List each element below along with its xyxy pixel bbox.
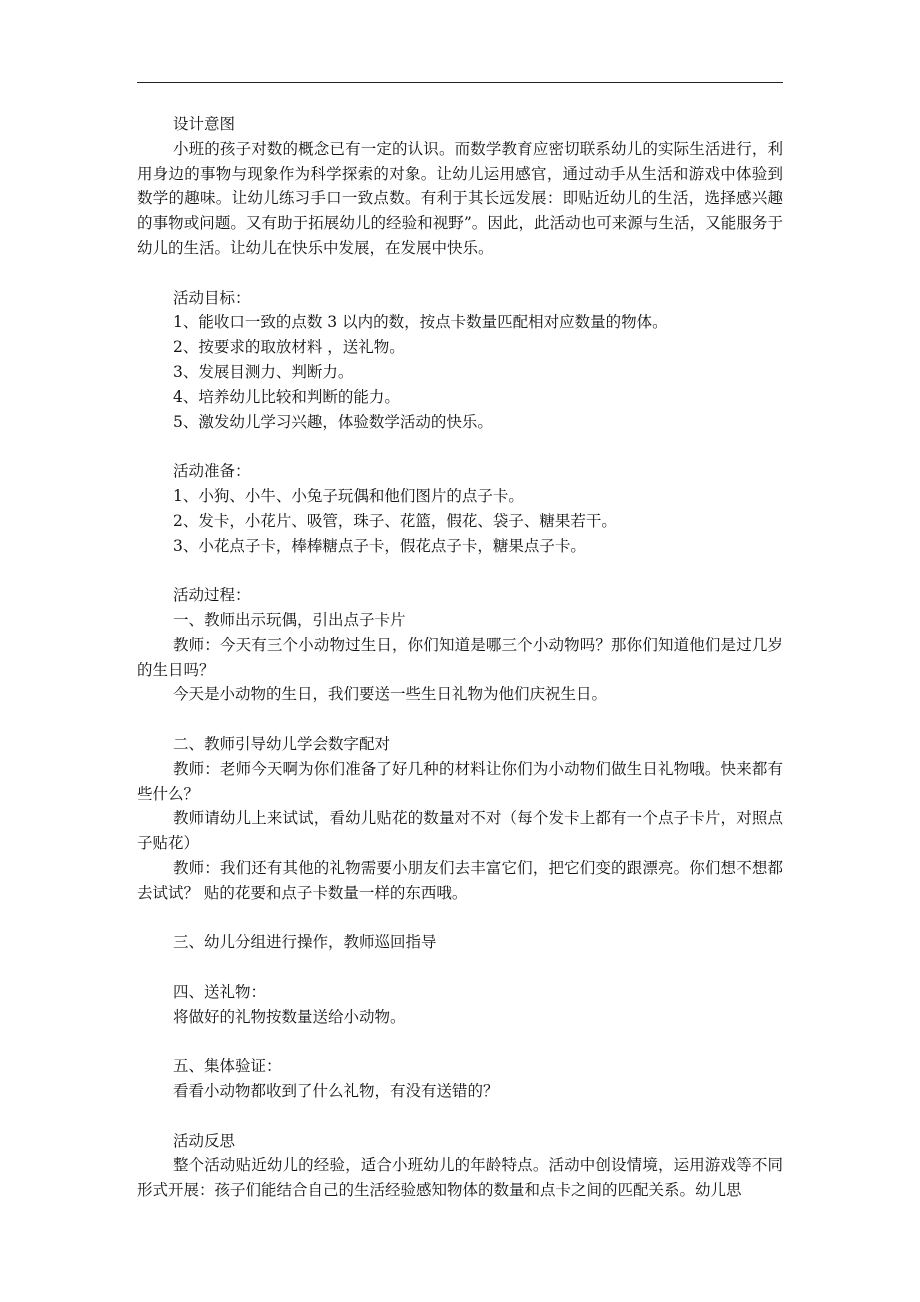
design-intent-heading: 设计意图 — [173, 115, 236, 133]
preparation-item: 3、小花点子卡，棒棒糖点子卡，假花点子卡，糖果点子卡。 — [173, 536, 586, 555]
goal-item: 5、激发幼儿学习兴趣，体验数学活动的快乐。 — [173, 412, 493, 431]
step-3-title: 三、幼儿分组进行操作，教师巡回指导 — [173, 933, 437, 952]
preparation-section — [137, 459, 783, 558]
step-4-paragraph: 将做好的礼物按数量送给小动物。 — [173, 1007, 406, 1026]
step-2-title: 二、教师引导幼儿学会数字配对 — [173, 734, 391, 753]
design-intent-section — [137, 112, 783, 261]
step-1-paragraph: 今天是小动物的生日，我们要送一些生日礼物为他们庆祝生日。 — [173, 685, 608, 704]
step-5-paragraph: 看看小动物都收到了什么礼物，有没有送错的？ — [173, 1082, 499, 1101]
goal-item: 1、能收口一致的点数 3 以内的数，按点卡数量匹配相对应数量的物体。 — [173, 313, 668, 332]
step-2-paragraph: 教师：老师今天啊为你们准备了好几种的材料让你们为小动物们做生日礼物哦。快来都有些什么？ — [137, 759, 783, 803]
step-1-paragraph: 教师：今天有三个小动物过生日，你们知道是哪三个小动物吗？那你们知道他们是过几岁的生日吗？ — [137, 635, 783, 679]
header-rule — [137, 82, 783, 83]
preparation-item: 1、小狗、小牛、小兔子玩偶和他们图片的点子卡。 — [173, 486, 524, 505]
preparation-heading: 活动准备： — [173, 462, 251, 481]
document-body — [137, 112, 783, 1203]
step-2-paragraph: 教师请幼儿上来试试，看幼儿贴花的数量对不对（每个发卡上都有一个点子卡片，对照点子贴花） — [137, 809, 783, 853]
process-section — [137, 583, 783, 1104]
goal-item: 4、培养幼儿比较和判断的能力。 — [173, 387, 400, 406]
reflection-paragraph: 整个活动贴近幼儿的经验，适合小班幼儿的年龄特点。活动中创设情境，运用游戏等不同形式开展：孩子们能结合自己的生活经验感知物体的数量和点卡之间的匹配关系。幼儿思 — [137, 1156, 783, 1200]
reflection-heading: 活动反思 — [173, 1131, 236, 1150]
step-1-title: 一、教师出示玩偶，引出点子卡片 — [173, 610, 406, 629]
goal-item: 3、发展目测力、判断力。 — [173, 362, 354, 381]
goals-section — [137, 286, 783, 435]
goal-item: 2、按要求的取放材料 ，送礼物。 — [173, 338, 405, 357]
step-4-title: 四、送礼物： — [173, 982, 267, 1001]
preparation-item: 2、发卡，小花片、吸管，珠子、花篮，假花、袋子、糖果若干。 — [173, 511, 617, 530]
step-2-paragraph: 教师：我们还有其他的礼物需要小朋友们去丰富它们，把它们变的跟漂亮。你们想不想都去试试？ 贴的花要和点子卡数量一样的东西哦。 — [137, 858, 783, 902]
design-intent-paragraph: 小班的孩子对数的概念已有一定的认识。而数学教育应密切联系幼儿的实际生活进行，利用身边的事物与现象作为科学探索的对象。让幼儿运用感官，通过动手从生活和游戏中体验到数学的趣味。让幼儿练习手口一致点数。有利于其长远发展：即贴近幼儿的生活，选择感兴趣的事物或问题。又有助于拓展幼儿的经验和视野”。因此，此活动也可来源与生活，又能服务于幼儿的生活。让幼儿在快乐中发展，在发展中快乐。 — [137, 139, 783, 257]
reflection-section — [137, 1129, 783, 1203]
step-5-title: 五、集体验证： — [173, 1057, 282, 1076]
goals-heading: 活动目标： — [173, 288, 251, 307]
process-heading: 活动过程： — [173, 586, 251, 605]
